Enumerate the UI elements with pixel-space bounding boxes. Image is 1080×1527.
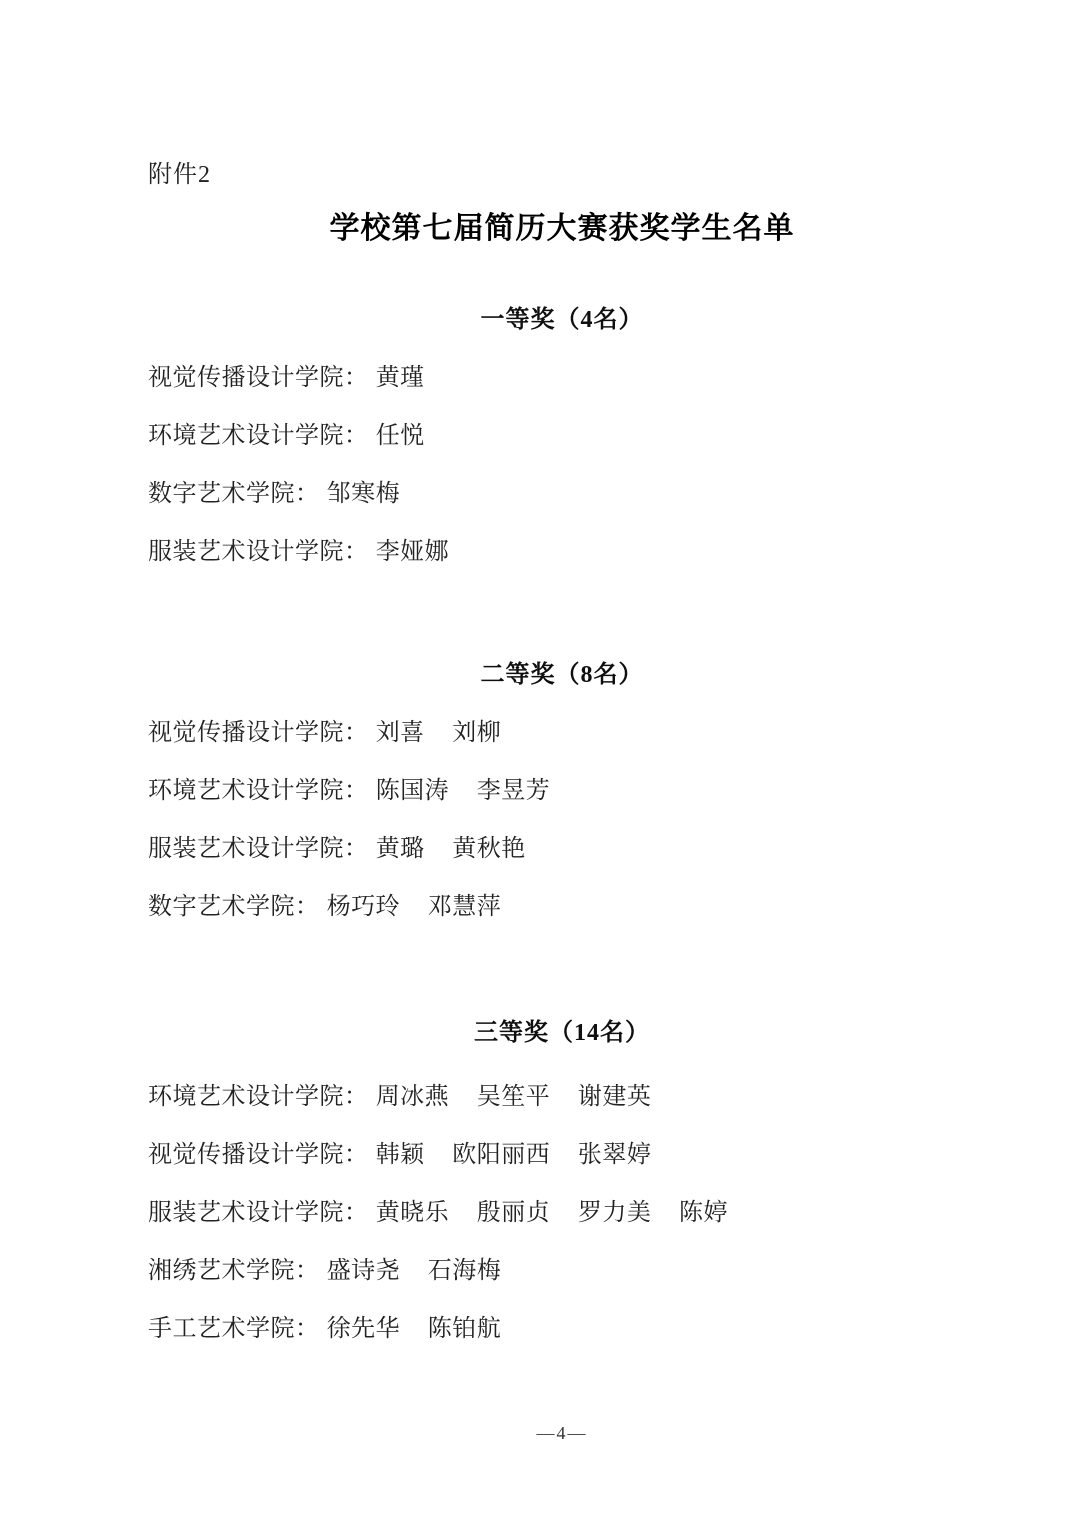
- college-label: 服装艺术设计学院：: [148, 539, 369, 565]
- college-label: 环境艺术设计学院：: [148, 1084, 369, 1110]
- college-label: 数字艺术学院：: [148, 894, 320, 920]
- award-sections: [148, 305, 976, 1344]
- student-name: 李昱芳: [476, 778, 551, 804]
- student-name: 杨巧玲: [326, 894, 401, 920]
- student-name: 邹寒梅: [326, 481, 401, 507]
- student-name: 黄秋艳: [452, 836, 526, 862]
- college-label: 环境艺术设计学院：: [148, 778, 369, 804]
- attachment-label: 附件2: [148, 162, 211, 188]
- page-number: —4—: [536, 1423, 588, 1443]
- section-heading: 一等奖（4名）: [480, 307, 644, 333]
- student-name: 黄瑾: [375, 365, 425, 391]
- award-row: [148, 1140, 976, 1170]
- student-name: 邓慧萍: [427, 894, 502, 920]
- student-name: 吴笙平: [476, 1084, 551, 1110]
- award-row: [148, 1314, 976, 1344]
- award-row: [148, 1256, 976, 1286]
- college-label: 环境艺术设计学院：: [148, 423, 369, 449]
- award-row: [148, 1082, 976, 1112]
- section-rows: [148, 718, 976, 922]
- student-name: 盛诗尧: [326, 1258, 401, 1284]
- student-name: 张翠婷: [577, 1142, 652, 1168]
- student-name: 殷丽贞: [476, 1200, 551, 1226]
- student-name: 刘喜: [375, 720, 425, 746]
- student-name: 黄璐: [375, 836, 425, 862]
- section-rows: [148, 363, 976, 567]
- award-row: [148, 834, 976, 864]
- student-name: 任悦: [375, 423, 425, 449]
- college-label: 服装艺术设计学院：: [148, 836, 369, 862]
- college-label: 视觉传播设计学院：: [148, 1142, 369, 1168]
- student-name: 黄晓乐: [375, 1200, 450, 1226]
- student-name: 李娅娜: [375, 539, 450, 565]
- student-name: 刘柳: [452, 720, 502, 746]
- award-row: [148, 776, 976, 806]
- award-row: [148, 1198, 976, 1228]
- college-label: 数字艺术学院：: [148, 481, 320, 507]
- student-name: 石海梅: [427, 1258, 502, 1284]
- student-name: 徐先华: [326, 1316, 401, 1342]
- student-name: 韩颖: [375, 1142, 425, 1168]
- page-title: 学校第七届简历大赛获奖学生名单: [329, 212, 795, 245]
- student-name: 谢建英: [577, 1084, 652, 1110]
- award-section: [148, 1018, 976, 1344]
- student-name: 陈铂航: [427, 1316, 502, 1342]
- section-heading: 三等奖（14名）: [474, 1020, 650, 1046]
- award-row: [148, 363, 976, 393]
- student-name: 陈国涛: [375, 778, 450, 804]
- college-label: 湘绣艺术学院：: [148, 1258, 320, 1284]
- award-row: [148, 421, 976, 451]
- college-label: 视觉传播设计学院：: [148, 720, 369, 746]
- award-row: [148, 479, 976, 509]
- award-row: [148, 537, 976, 567]
- award-row: [148, 718, 976, 748]
- student-name: 周冰燕: [375, 1084, 450, 1110]
- award-section: [148, 305, 976, 567]
- award-section: [148, 660, 976, 922]
- college-label: 视觉传播设计学院：: [148, 365, 369, 391]
- student-name: 罗力美: [577, 1200, 652, 1226]
- student-name: 欧阳丽西: [452, 1142, 551, 1168]
- college-label: 手工艺术学院：: [148, 1316, 320, 1342]
- section-rows: [148, 1082, 976, 1344]
- college-label: 服装艺术设计学院：: [148, 1200, 369, 1226]
- section-heading: 二等奖（8名）: [480, 662, 644, 688]
- award-row: [148, 892, 976, 922]
- student-name: 陈婷: [678, 1200, 728, 1226]
